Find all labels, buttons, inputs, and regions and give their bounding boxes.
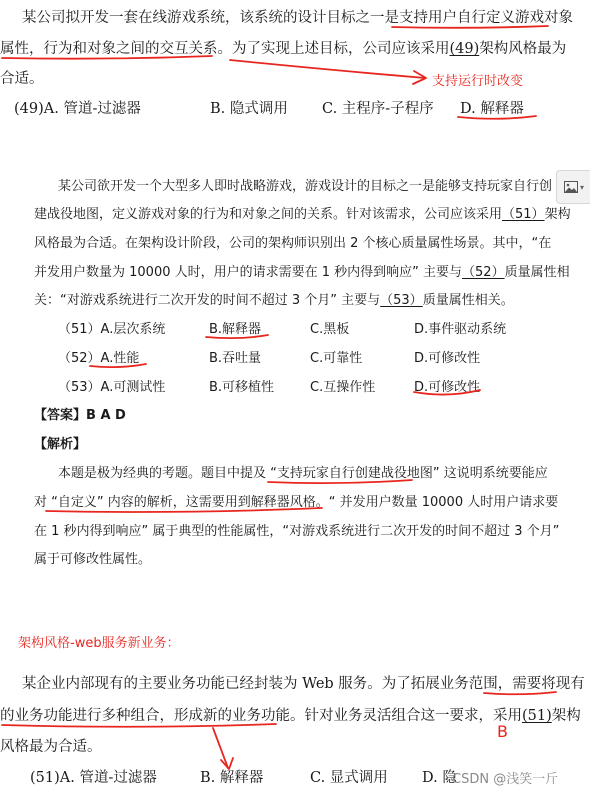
annotation-runtime: 支持运行时改变	[432, 74, 524, 89]
arrow-runtime-head	[413, 71, 426, 84]
q52-blank: （52）	[462, 265, 505, 280]
row53-a: （53）A.可测试性	[58, 380, 166, 395]
q51-line4-text: 并发用户数量为 10000 人时，用户的请求需要在 1 秒内得到响应” 主要与	[34, 265, 463, 280]
q3-blank: (51)	[522, 708, 552, 724]
q51-blank: （51）	[502, 207, 545, 222]
q3-line2-end: 架构	[551, 708, 581, 724]
q51-line3: 风格最为合适。在架构设计阶段，公司的架构师识别出 2 个核心质量属性场景。其中，“在	[34, 236, 552, 251]
q51-line2	[34, 203, 571, 222]
row51-c: C.黑板	[310, 322, 350, 337]
q3-option-d: D. 隐	[422, 770, 457, 786]
q51-line2-text: 建战役地图，定义游戏对象的行为和对象之间的关系。针对该需求，公司应该采用	[34, 207, 503, 222]
q49-blank: (49)	[449, 41, 480, 57]
q49-line2-end: 架构风格最为	[479, 41, 567, 57]
q51-line1: 某公司欲开发一个大型多人即时战略游戏，游戏设计的目标之一是能够支持玩家自行创	[58, 179, 553, 194]
row51-a: （51）A.层次系统	[58, 322, 166, 337]
q49-line3: 合适。	[0, 71, 44, 87]
row52-b: B.吞吐量	[209, 351, 262, 366]
analysis-line4: 属于可修改性属性。	[34, 552, 152, 567]
q51-line5	[34, 289, 514, 308]
q53-blank: （53）	[380, 293, 423, 308]
row53-c: C.互操作性	[310, 380, 376, 395]
q49-option-c: C. 主程序-子程序	[322, 101, 434, 117]
row52-a: （52）A.性能	[58, 351, 140, 366]
arrow-q3-shaft	[213, 728, 228, 768]
q3-option-c: C. 显式调用	[310, 770, 388, 786]
arrow-runtime-shaft	[230, 60, 425, 78]
image-icon	[564, 181, 578, 193]
row51-d: D.事件驱动系统	[414, 322, 507, 337]
q51-line4	[34, 261, 570, 280]
q3-line1: 某企业内部现有的主要业务功能已经封装为 Web 服务。为了拓展业务范围，需要将现有	[22, 676, 585, 692]
analysis-line3: 在 1 秒内得到响应” 属于典型的性能属性，“对游戏系统进行二次开发的时间不超过 3 个月”	[34, 524, 560, 539]
q49-line2-text: 属性，行为和对象之间的交互关系。为了实现上述目标，公司应该采用	[0, 41, 450, 57]
image-tool-button[interactable]	[556, 170, 590, 204]
q3-annotation: B	[497, 722, 508, 741]
q3-option-b: B. 解释器	[200, 770, 264, 786]
chevron-down-icon: ▾	[580, 182, 585, 192]
q3-option-a: (51)A. 管道-过滤器	[30, 770, 157, 786]
q51-line2-tail: 架构	[544, 207, 571, 222]
q51-line5-tail: 质量属性相关。	[422, 293, 514, 308]
section-heading: 架构风格-web服务新业务：	[18, 636, 180, 651]
q49-option-a: (49)A. 管道-过滤器	[14, 101, 141, 117]
answer-line	[34, 404, 126, 423]
q3-line2	[0, 704, 581, 725]
q3-line2-text: 的业务功能进行多种组合，形成新的业务功能。针对业务灵活组合这一要求，采用	[0, 708, 522, 724]
row51-b: B.解释器	[209, 322, 262, 337]
row53-d: D.可修改性	[414, 380, 481, 395]
q51-line4-tail: 质量属性相	[504, 265, 570, 280]
q51-line5-text: 关：“对游戏系统进行二次开发的时间不超过 3 个月” 主要与	[34, 293, 381, 308]
analysis-line2: 对 “自定义” 内容的解析，这需要用到解释器风格。“ 并发用户数量 10000 人时用户请求要	[34, 495, 559, 510]
q3-line3: 风格最为合适。	[0, 739, 102, 755]
row52-d: D.可修改性	[414, 351, 481, 366]
row53-b: B.可移植性	[209, 380, 275, 395]
q49-line1: 某公司拟开发一套在线游戏系统，该系统的设计目标之一是支持用户自行定义游戏对象	[22, 10, 573, 26]
answer-label: 【答案】	[34, 408, 87, 423]
q49-line2	[0, 37, 566, 58]
answer-value: B A D	[86, 408, 126, 423]
q49-option-d: D. 解释器	[460, 101, 524, 117]
row52-c: C.可靠性	[310, 351, 363, 366]
csdn-watermark: CSDN @浅笑一斤	[452, 772, 559, 787]
q49-option-b: B. 隐式调用	[210, 101, 288, 117]
analysis-line1: 本题是极为经典的考题。题目中提及 “支持玩家自行创建战役地图” 这说明系统要能应	[58, 466, 548, 481]
analysis-label: 【解析】	[34, 437, 87, 452]
